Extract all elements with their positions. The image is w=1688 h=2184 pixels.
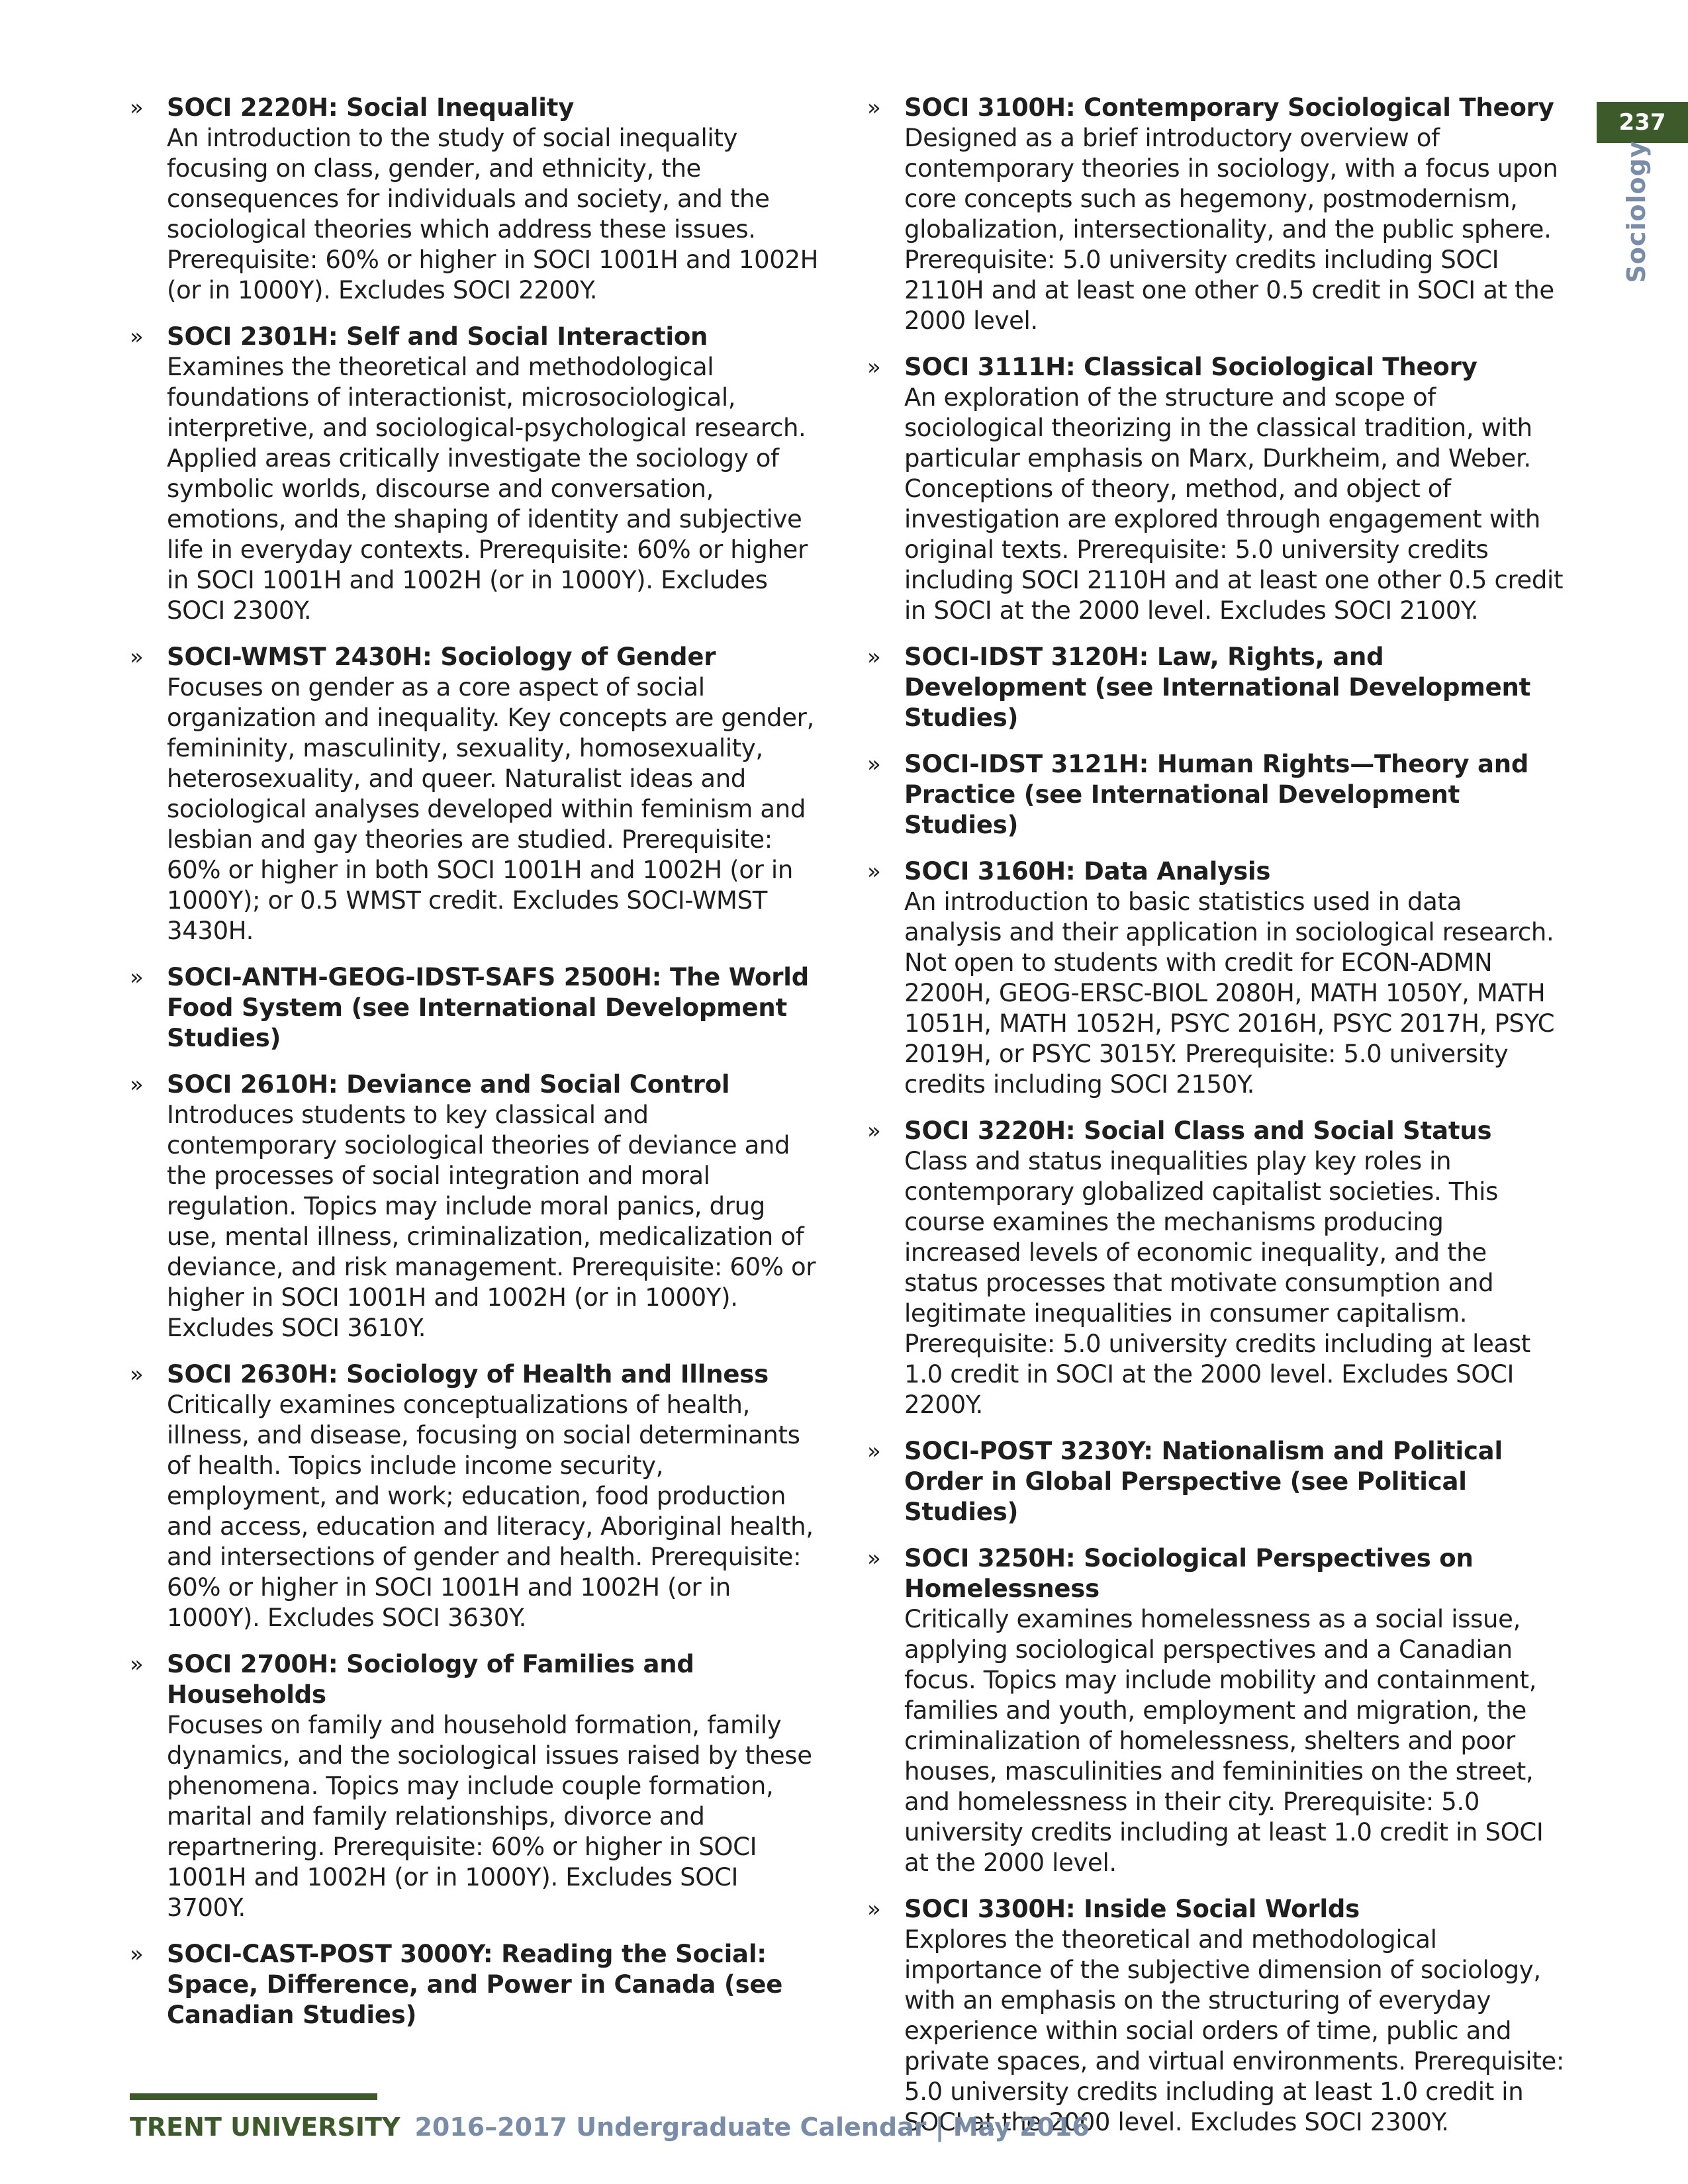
course-title: SOCI 3160H: Data Analysis: [904, 857, 1271, 886]
bullet-icon: »: [867, 354, 881, 381]
footer: [130, 2111, 1090, 2143]
course-title: SOCI 2610H: Deviance and Social Control: [167, 1070, 730, 1099]
course-title: SOCI 3300H: Inside Social Worlds: [904, 1895, 1360, 1923]
bullet-icon: »: [130, 324, 144, 350]
bullet-icon: »: [130, 964, 144, 991]
course-description: An introduction to the study of social inequality focusing on class, gender, and ethnicity, the consequences for individuals and society, and the sociological theories which address these issues. Prerequisite: 60% or higher in SOCI 1001H and 1002H (or in 1000Y). Excludes SOCI 2200Y.: [167, 124, 819, 304]
course-entry: [867, 1436, 1565, 1527]
bullet-icon: »: [867, 1118, 881, 1144]
left-column: [130, 93, 821, 2046]
bullet-icon: »: [130, 1361, 144, 1388]
footer-rule: [130, 2093, 377, 2100]
bullet-icon: »: [867, 1545, 881, 1572]
course-description: Introduces students to key classical and contemporary sociological theories of deviance and the processes of social integration and moral regulation. Topics may include moral panics, drug use, mental illness, criminalization, medicalization of deviance, and risk management. Prerequisite: 60% or higher in SOCI 1001H and 1002H (or in 1000Y). Excludes SOCI 3610Y.: [167, 1101, 816, 1342]
bullet-icon: »: [130, 1651, 144, 1678]
course-title: SOCI-IDST 3120H: Law, Rights, and Development (see International Development Studies): [904, 643, 1531, 732]
course-entry: [130, 1939, 821, 2030]
course-description: Focuses on family and household formation, family dynamics, and the sociological issues raised by these phenomena. Topics may include couple formation, marital and family relationships, divorce and repartnering. Prerequisite: 60% or higher in SOCI 1001H and 1002H (or in 1000Y). Excludes SOCI 3700Y.: [167, 1711, 812, 1922]
bullet-icon: »: [130, 1941, 144, 1968]
course-entry: [130, 642, 821, 946]
course-entry: [867, 93, 1565, 336]
bullet-icon: »: [867, 644, 881, 670]
bullet-icon: »: [867, 1896, 881, 1923]
course-description: Critically examines homelessness as a social issue, applying sociological perspectives and a Canadian focus. Topics may include mobility and containment, families and youth, employment and migration, the criminalization of homelessness, shelters and poor houses, masculinities and femininities on the street, and homelessness in their city. Prerequisite: 5.0 university credits including at least 1.0 credit in SOCI at the 2000 level.: [904, 1605, 1544, 1877]
bullet-icon: »: [867, 858, 881, 885]
course-title: SOCI 3220H: Social Class and Social Status: [904, 1116, 1492, 1145]
bullet-icon: »: [130, 1071, 144, 1098]
course-entry: [130, 1649, 821, 1923]
course-title: SOCI-POST 3230Y: Nationalism and Political Order in Global Perspective (see Political Studies): [904, 1437, 1503, 1526]
section-label: Sociology: [1622, 140, 1651, 283]
course-title: SOCI 2220H: Social Inequality: [167, 93, 575, 122]
bullet-icon: »: [130, 644, 144, 670]
course-description: Class and status inequalities play key roles in contemporary globalized capitalist societies. This course examines the mechanisms producing increased levels of economic inequality, and the status processes that motivate consumption and legitimate inequalities in consumer capitalism. Prerequisite: 5.0 university credits including at least 1.0 credit in SOCI at the 2000 level. Excludes SOCI 2200Y.: [904, 1147, 1530, 1419]
course-title: SOCI-CAST-POST 3000Y: Reading the Social: Space, Difference, and Power in Canada (see Canadian Studies): [167, 1940, 783, 2029]
course-title: SOCI 3100H: Contemporary Sociological Theory: [904, 93, 1554, 122]
course-entry: [130, 1069, 821, 1343]
course-entry: [867, 1543, 1565, 1878]
course-description: Designed as a brief introductory overview of contemporary theories in sociology, with a focus upon core concepts such as hegemony, postmodernism, globalization, intersectionality, and the public sphere. Prerequisite: 5.0 university credits including SOCI 2110H and at least one other 0.5 credit in SOCI at the 2000 level.: [904, 124, 1558, 335]
course-entry: [867, 642, 1565, 733]
course-description: Explores the theoretical and methodological importance of the subjective dimension of sociology, with an emphasis on the structuring of everyday experience within social orders of time, public and private spaces, and virtual environments. Prerequisite: 5.0 university credits including at least 1.0 credit in SOCI at the 2000 level. Excludes SOCI 2300Y.: [904, 1925, 1565, 2136]
course-description: Focuses on gender as a core aspect of social organization and inequality. Key concepts are gender, femininity, masculinity, sexuality, homosexuality, heterosexuality, and queer. Naturalist ideas and sociological analyses developed within feminism and lesbian and gay theories are studied. Prerequisite: 60% or higher in both SOCI 1001H and 1002H (or in 1000Y); or 0.5 WMST credit. Excludes SOCI-WMST 3430H.: [167, 673, 814, 945]
footer-university: TRENT UNIVERSITY: [130, 2113, 400, 2142]
course-description: An exploration of the structure and scope of sociological theorizing in the classical tradition, with particular emphasis on Marx, Durkheim, and Weber. Conceptions of theory, method, and object of investigation are explored through engagement with original texts. Prerequisite: 5.0 university credits including SOCI 2110H and at least one other 0.5 credit in SOCI at the 2000 level. Excludes SOCI 2100Y.: [904, 383, 1564, 625]
course-title: SOCI 2700H: Sociology of Families and Households: [167, 1650, 694, 1709]
course-title: SOCI 3111H: Classical Sociological Theory: [904, 353, 1477, 381]
bullet-icon: »: [867, 95, 881, 121]
course-entry: [130, 962, 821, 1054]
bullet-icon: »: [867, 1438, 881, 1465]
course-entry: [867, 1894, 1565, 2138]
course-description: Examines the theoretical and methodological foundations of interactionist, microsociological, interpretive, and sociological-psychological research. Applied areas critically investigate the sociology of symbolic worlds, discourse and conversation, emotions, and the shaping of identity and subjective life in everyday contexts. Prerequisite: 60% or higher in SOCI 1001H and 1002H (or in 1000Y). Excludes SOCI 2300Y.: [167, 353, 808, 625]
bullet-icon: »: [867, 751, 881, 778]
bullet-icon: »: [130, 95, 144, 121]
course-title: SOCI-IDST 3121H: Human Rights—Theory and Practice (see International Development Studies): [904, 750, 1529, 839]
course-entry: [130, 322, 821, 626]
course-entry: [867, 749, 1565, 841]
course-entry: [867, 856, 1565, 1100]
course-title: SOCI-ANTH-GEOG-IDST-SAFS 2500H: The World Food System (see International Development Studies): [167, 963, 810, 1052]
page-number: 237: [1597, 102, 1688, 143]
course-entry: [130, 1359, 821, 1633]
course-title: SOCI 3250H: Sociological Perspectives on Homelessness: [904, 1544, 1474, 1603]
right-column: [867, 93, 1565, 2154]
course-entry: [867, 352, 1565, 626]
course-description: Critically examines conceptualizations of health, illness, and disease, focusing on social determinants of health. Topics include income security, employment, and work; education, food production and access, education and literacy, Aboriginal health, and intersections of gender and health. Prerequisite: 60% or higher in SOCI 1001H and 1002H (or in 1000Y). Excludes SOCI 3630Y.: [167, 1390, 814, 1632]
course-title: SOCI-WMST 2430H: Sociology of Gender: [167, 643, 716, 671]
course-entry: [130, 93, 821, 306]
footer-calendar: 2016–2017 Undergraduate Calendar | May 2016: [414, 2113, 1090, 2142]
course-entry: [867, 1116, 1565, 1420]
course-description: An introduction to basic statistics used in data analysis and their application in sociological research. Not open to students with credit for ECON-ADMN 2200H, GEOG-ERSC-BIOL 2080H, MATH 1050Y, MATH 1051H, MATH 1052H, PSYC 2016H, PSYC 2017H, PSYC 2019H, or PSYC 3015Y. Prerequisite: 5.0 university credits including SOCI 2150Y.: [904, 887, 1555, 1099]
course-title: SOCI 2301H: Self and Social Interaction: [167, 322, 708, 351]
course-title: SOCI 2630H: Sociology of Health and Illness: [167, 1360, 769, 1388]
